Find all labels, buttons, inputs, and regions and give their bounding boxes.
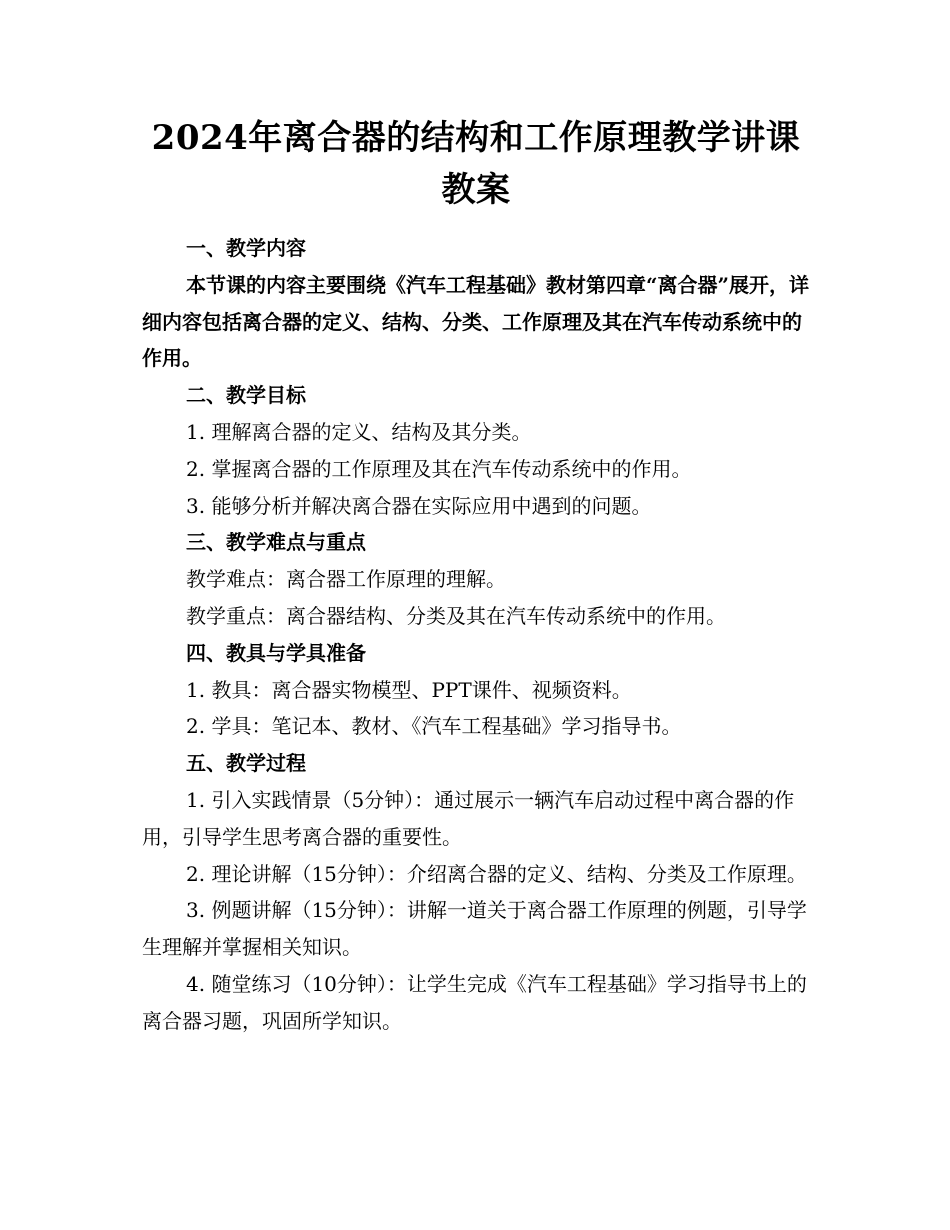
section-heading: 二、教学目标 <box>186 383 306 408</box>
paragraph: 本节课的内容主要围绕《汽车工程基础》教材第四章“离合器”展开，详细内容包括离合器的定义、结构、分类、工作原理及其在汽车传动系统中的作用。 <box>142 272 810 371</box>
document-title: 2024年离合器的结构和工作原理教学讲课教案 <box>151 118 801 210</box>
list-item: 2. 掌握离合器的工作原理及其在汽车传动系统中的作用。 <box>186 456 692 481</box>
section-heading: 五、教学过程 <box>186 751 306 776</box>
list-item: 2. 学具：笔记本、教材、《汽车工程基础》学习指导书。 <box>186 714 682 739</box>
list-item: 1. 引入实践情景（5分钟）：通过展示一辆汽车启动过程中离合器的作用，引导学生思考离合器的重要性。 <box>142 787 795 849</box>
section-heading: 三、教学难点与重点 <box>186 530 366 555</box>
document-body <box>142 112 810 1040</box>
list-item: 1. 理解离合器的定义、结构及其分类。 <box>186 419 532 444</box>
list-item: 3. 例题讲解（15分钟）：讲解一道关于离合器工作原理的例题，引导学生理解并掌握相关知识。 <box>142 898 807 960</box>
list-item: 1. 教具：离合器实物模型、PPT课件、视频资料。 <box>186 677 632 702</box>
list-item: 2. 理论讲解（15分钟）：介绍离合器的定义、结构、分类及工作原理。 <box>186 861 807 886</box>
section-heading: 一、教学内容 <box>186 236 306 260</box>
section-heading: 四、教具与学具准备 <box>186 640 366 665</box>
paragraph: 教学难点：离合器工作原理的理解。 <box>186 567 506 592</box>
list-item: 4. 随堂练习（10分钟）：让学生完成《汽车工程基础》学习指导书上的离合器习题，巩固所学知识。 <box>142 971 807 1033</box>
paragraph: 教学重点：离合器结构、分类及其在汽车传动系统中的作用。 <box>186 603 726 628</box>
list-item: 3. 能够分析并解决离合器在实际应用中遇到的问题。 <box>186 493 652 518</box>
